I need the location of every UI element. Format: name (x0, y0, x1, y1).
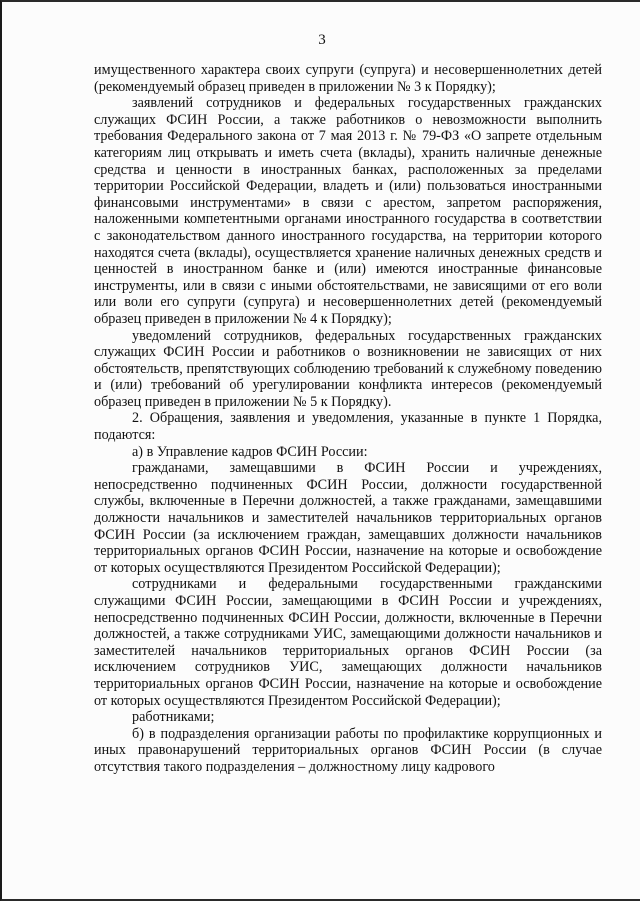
document-body (94, 62, 602, 776)
paragraph-workers: работниками; (132, 709, 215, 726)
paragraph-continuation-spouse-property: имущественного характера своих супруги (супруга) и несовершеннолетних детей (рекомендуемый образец приведен в приложении № 3 к Порядку); (94, 62, 602, 95)
paragraph-clause-b-territorial-units: б) в подразделения организации работы по профилактике коррупционных и иных правонарушений территориальных органов ФСИН России (в случае отсутствия такого подразделения – должностному лицу кадрового (94, 725, 602, 775)
page-number: 3 (318, 32, 326, 48)
paragraph-foreign-accounts-statements: заявлений сотрудников и федеральных государственных гражданских служащих ФСИН России, а также работников о невозможности выполнить требования Федерального закона от 7 мая 2013 г. № 79-ФЗ «О запрете отдельным категориям лиц открывать и иметь счета (вклады), хранить наличные денежные средства и ценности в иностранных банках, расположенных за пределами территории Российской Федерации, владеть и (или) пользоваться иностранными финансовыми инструментами» в связи с арестом, запретом распоряжения, наложенными компетентными органами иностранного государства в соответствии с законодательством данного иностранного государства, на территории которого находятся счета (вклады), осуществляется хранение наличных денежных средств и ценностей в иностранном банке и (или) имеются иностранные финансовые инструменты, или в связи с иными обстоятельствами, не зависящими от его воли или воли его супруги (супруга) и несовершеннолетних детей (рекомендуемый образец приведен в приложении № 4 к Порядку); (94, 95, 602, 327)
paragraph-former-officials: гражданами, замещавшими в ФСИН России и учреждениях, непосредственно подчиненных ФСИН России, должности государственной службы, включенные в Перечни должностей, а также гражданами, замещавшими должности начальников и заместителей начальников территориальных органов ФСИН России (за исключением граждан, замещавших должности начальников территориальных органов ФСИН России, назначение на которые и освобождение от которых осуществляются Президентом Российской Федерации); (94, 460, 602, 576)
paragraph-employees-and-civil-servants: сотрудниками и федеральными государственными гражданскими служащими ФСИН России, замещающими в ФСИН России и учреждениях, непосредственно подчиненных ФСИН России, должности, включенные в Перечни должностей, а также сотрудниками УИС, замещающими должности начальников и заместителей начальников территориальных органов ФСИН России (за исключением сотрудников УИС, замещающих должности начальников территориальных органов ФСИН России, назначение на которые и освобождение от которых осуществляются Президентом Российской Федерации); (94, 576, 602, 709)
paragraph-clause-2-submission: 2. Обращения, заявления и уведомления, указанные в пункте 1 Порядка, подаются: (94, 410, 602, 444)
paragraph-clause-a-hr-department: а) в Управление кадров ФСИН России: (132, 443, 368, 460)
paragraph-notifications-circumstances: уведомлений сотрудников, федеральных государственных гражданских служащих ФСИН России и работников о возникновении не зависящих от них обстоятельств, препятствующих соблюдению требований к служебному поведению и (или) требований об урегулировании конфликта интересов (рекомендуемый образец приведен в приложении № 5 к Порядку). (94, 327, 602, 410)
